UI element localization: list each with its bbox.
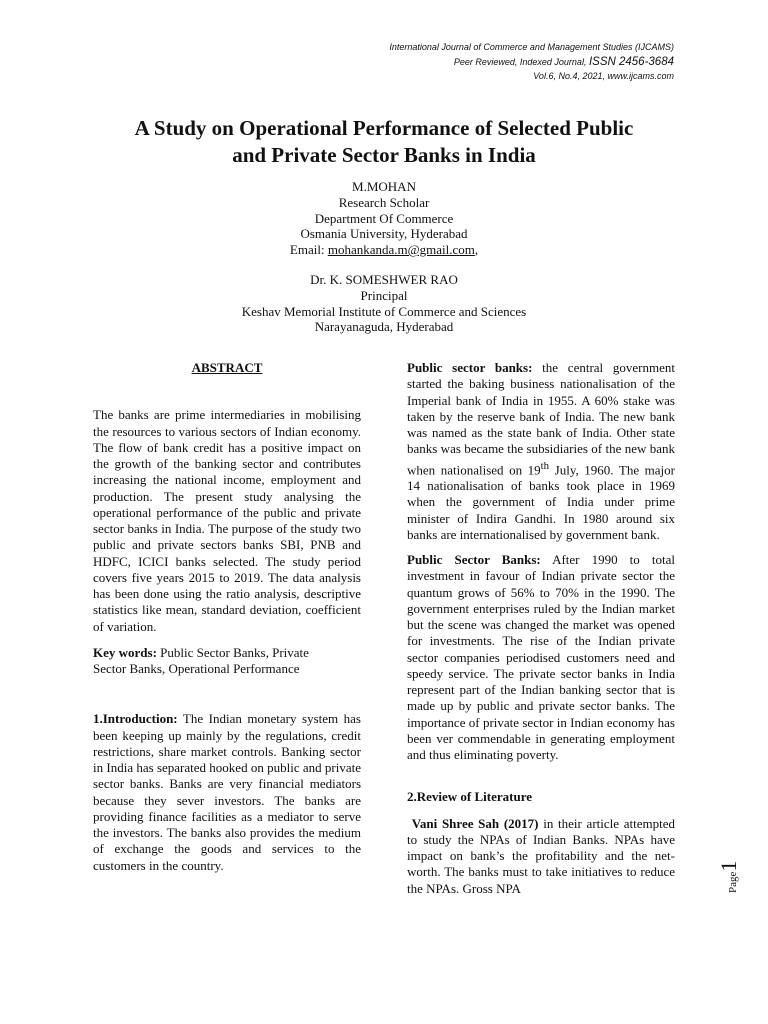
paper-title-line-2: and Private Sector Banks in India [232, 143, 536, 167]
journal-issn: ISSN 2456-3684 [588, 55, 674, 68]
paper-title [60, 115, 708, 169]
public-sector-heading-1: Public sector banks: [407, 360, 533, 375]
public-sector-heading-2: Public Sector Banks: [407, 552, 541, 568]
introduction-heading: 1.Introduction: [93, 711, 178, 727]
public-sector-paragraph-1 [407, 360, 675, 543]
keywords-paragraph [93, 645, 361, 678]
review-author-citation: Vani Shree Sah (2017) [411, 815, 539, 831]
journal-header [254, 40, 674, 84]
keywords-line-2: Sector Banks, Operational Performance [93, 661, 300, 676]
author2-role: Principal [360, 287, 408, 303]
author1-email-link[interactable]: mohankanda.m@gmail.com [327, 242, 475, 258]
keywords-line-1: Public Sector Banks, Private [156, 644, 309, 660]
author2-place: Narayanaguda, Hyderabad [314, 319, 454, 335]
journal-issn-line [254, 55, 674, 70]
author1-department: Department Of Commerce [314, 210, 454, 226]
public-sector-body-1b: July, 1960. The major 14 nationalisation of banks took place in 1969 when the government of India under prime minister of Indira Gandhi. In 1980 around six banks are internationalised by government bank. [407, 461, 675, 542]
paper-title-line-1: A Study on Operational Performance of Selected Public [134, 116, 634, 140]
abstract-body: The banks are prime intermediaries in mobilising the resources to various sectors of Indian economy. The flow of bank credit has a positive impact on the growth of the banking sector and contributes increasing the national income, employment and production. The present study analysing the operational performance of the public and private sector banks in India. The purpose of the study two public and private sectors banks SBI, PNB and HDFC, ICICI banks selected. The study period covers five years 2015 to 2019. The data analysis has been done using the ratio analysis, descriptive statistics like mean, standard deviation, coefficient of variation. [93, 407, 361, 634]
review-paragraph [407, 816, 675, 897]
author1-university: Osmania University, Hyderabad [300, 226, 468, 242]
author-block [60, 179, 708, 335]
public-sector-superscript: th [540, 459, 550, 472]
journal-review-status: Peer Reviewed, Indexed Journal, [453, 56, 589, 67]
public-sector-paragraph-2 [407, 552, 675, 763]
keywords-label: Key words: [93, 644, 157, 660]
author2-name: Dr. K. SOMESHWER RAO [310, 271, 458, 287]
journal-volume: Vol.6, No.4, 2021, www.ijcams.com [533, 71, 674, 81]
review-body: in their article attempted to study the NPAs of Indian Banks. NPAs have impact on bank’s the profitability and the net-worth. The banks must to take initiatives to reduce the NPAs. Gross NPA [407, 815, 675, 896]
author1-name: M.MOHAN [352, 179, 416, 194]
author1-email-line [60, 242, 708, 258]
public-sector-body-1a: the central government started the baking business nationalisation of the Imperial bank of India in 1955. A 60% stake was taken by the reserve bank of India. The new bank was named as the state bank of India. Other state banks was became the subsidiaries of the new bank when nationalised on 19 [407, 360, 676, 477]
abstract-heading: ABSTRACT [191, 360, 263, 375]
introduction-paragraph [93, 711, 361, 874]
introduction-body: The Indian monetary system has been keeping up mainly by the regulations, credit restrictions, share market controls. Banking sector in India has separated hooked on public and private sector banks. Banks are very financial mediators because they sever investors. The banks are providing finance facilities as a mediator to serve the investors. The banks also provides the medium of exchange the goods and services to the customers in the country. [93, 711, 361, 873]
page-label: Page [727, 871, 739, 893]
author2-institution: Keshav Memorial Institute of Commerce and Sciences [241, 303, 527, 319]
author1-role: Research Scholar [338, 194, 430, 210]
page-number-marker [716, 861, 742, 893]
review-heading: 2.Review of Literature [407, 789, 533, 805]
right-column [407, 360, 675, 897]
public-sector-body-2: After 1990 to total investment in favour of Indian private sector the quantum grows of 56% to 70% in the 1990. The government enterprises ruled by the Indian market but the scene was changed the market was opened for investments. The rise of the Indian private sector companies periodised customers need and speedy service. The private sector banks in India represent part of the Indian banking sector that is made up by public and private sector banks. The importance of private sector in Indian economy has been ver commendable in generating employment and thus eliminating poverty. [407, 552, 675, 763]
left-column [93, 360, 361, 874]
page-number: 1 [716, 860, 741, 872]
email-suffix: , [474, 242, 479, 258]
email-label: Email: [289, 242, 328, 258]
author-spacer [60, 258, 708, 272]
journal-name: International Journal of Commerce and Management Studies (IJCAMS) [389, 42, 674, 52]
